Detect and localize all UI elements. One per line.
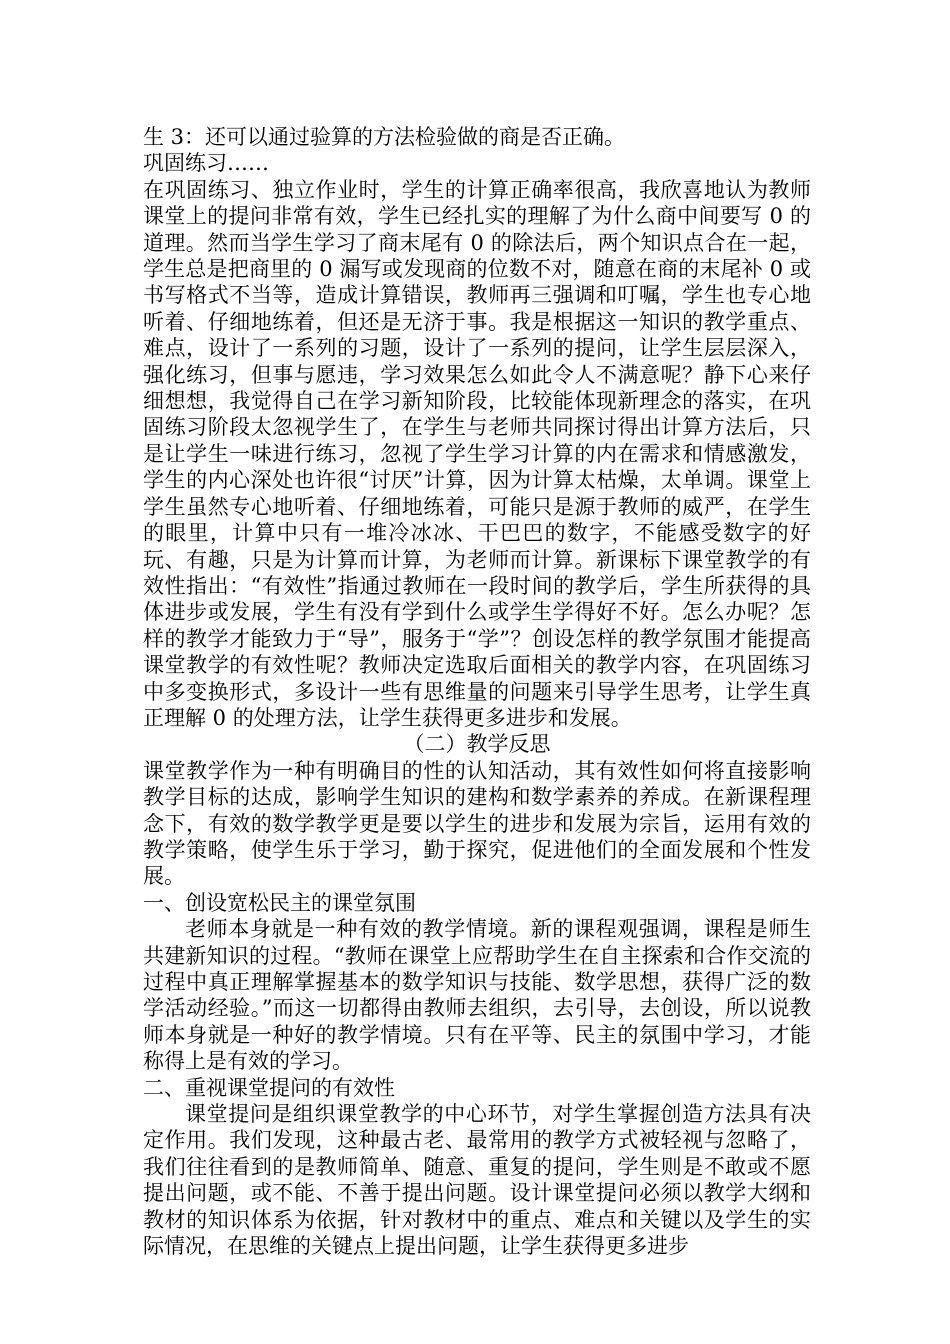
paragraph-point-1-body: 老师本身就是一种有效的教学情境。新的课程观强调，课程是师生共建新知识的过程。“教师在课堂上应帮助学生在自主探索和合作交流的过程中真正理解掌握基本的数学知识与技能、数学思想，获得广泛的数学活动经验。”而这一切都得由教师去组织，去引导，去创设，所以说教师本身就是一种好的教学情境。只有在平等、民主的氛围中学习，才能称得上是有效的学习。: [143, 917, 811, 1074]
heading-point-2: 二、重视课堂提问的有效性: [143, 1075, 395, 1100]
paragraph-reflection-intro: 课堂教学作为一种有明确目的性的认知活动，其有效性如何将直接影响教学目标的达成，影响学生知识的建构和数学素养的养成。在新课程理念下，有效的数学教学更是要以学生的进步和发展为宗旨，运用有效的教学策略，使学生乐于学习，勤于探究，促进他们的全面发展和个性发展。: [143, 758, 811, 889]
paragraph-consolidation-practice: 巩固练习……: [143, 151, 269, 176]
heading-point-1: 一、创设宽松民主的课堂氛围: [143, 890, 416, 915]
section-heading-teaching-reflection: （二）教学反思: [403, 732, 551, 757]
paragraph-practice-analysis: 在巩固练习、独立作业时，学生的计算正确率很高，我欣喜地认为教师课堂上的提问非常有效，学生已经扎实的理解了为什么商中间要写 0 的道理。然而当学生学习了商末尾有 0 的除法后，两个知识点合在一起，学生总是把商里的 0 漏写或发现商的位数不对，随意在商的末尾补 0 或书写格式不当等，造成计算错误，教师再三强调和叮嘱，学生也专心地听着、仔细地练着，但还是无济于事。我是根据这一知识的教学重点、难点，设计了一系列的习题，设计了一系列的提问，让学生层层深入，强化练习，但事与愿违，学习效果怎么如此令人不满意呢？静下心来仔细想想，我觉得自己在学习新知阶段，比较能体现新理念的落实，在巩固练习阶段太忽视学生了，在学生与老师共同探讨得出计算方法后，只是让学生一味进行练习，忽视了学生学习计算的内在需求和情感激发，学生的内心深处也许很“讨厌”计算，因为计算太枯燥，太单调。课堂上学生虽然专心地听着、仔细地练着，可能只是源于教师的威严，在学生的眼里，计算中只有一堆冷冰冰、干巴巴的数字，不能感受数字的好玩、有趣，只是为计算而计算，为老师而计算。新课标下课堂教学的有效性指出：“有效性”指通过教师在一段时间的教学后，学生所获得的具体进步或发展，学生有没有学到什么或学生学得好不好。怎么办呢？怎样的教学才能致力于“导”，服务于“学”？创设怎样的教学氛围才能提高课堂教学的有效性呢？教师决定选取后面相关的教学内容，在巩固练习中多变换形式，多设计一些有思维量的问题来引导学生思考，让学生真正理解 0 的处理方法，让学生获得更多进步和发展。: [143, 177, 811, 730]
document-body: [143, 124, 811, 1259]
paragraph-student-3: 生 3：还可以通过验算的方法检验做的商是否正确。: [143, 125, 626, 149]
paragraph-point-2-body: 课堂提问是组织课堂教学的中心环节，对学生掌握创造方法具有决定作用。我们发现，这种最古老、最常用的教学方式被轻视与忽略了，我们往往看到的是教师简单、随意、重复的提问，学生则是不敢或不愿提出问题，或不能、不善于提出问题。设计课堂提问必须以教学大纲和教材的知识体系为依据，针对教材中的重点、难点和关键以及学生的实际情况，在思维的关键点上提出问题，让学生获得更多进步: [143, 1102, 811, 1259]
